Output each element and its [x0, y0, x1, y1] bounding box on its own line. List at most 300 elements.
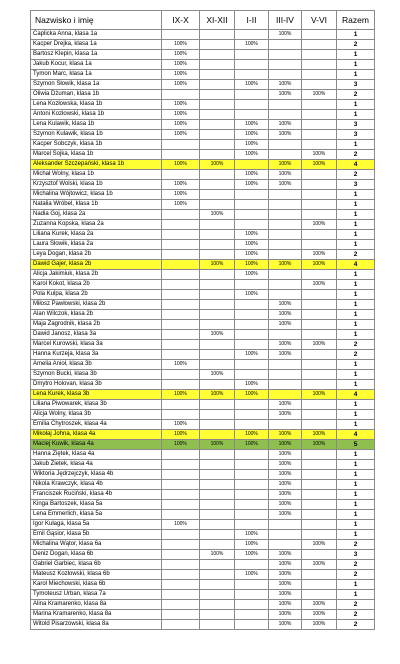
table-row	[31, 30, 375, 40]
student-name: Krzysztof Wolski, klasa 1b	[31, 180, 162, 190]
student-name: Karol Miechowski, klasa 6b	[31, 580, 162, 590]
student-name: Wiktoria Jędrzejczyk, klasa 4b	[31, 470, 162, 480]
score-i-ii	[235, 370, 269, 380]
student-name: Aleksander Szczepański, klasa 1b	[31, 160, 162, 170]
table-row	[31, 540, 375, 550]
score-iii-iv: 100%	[269, 590, 302, 600]
score-i-ii: 100%	[235, 230, 269, 240]
student-name: Laura Słowik, klasa 2a	[31, 240, 162, 250]
student-name: Oliwia Dżuman, klasa 1b	[31, 90, 162, 100]
row-total: 2	[337, 560, 375, 570]
score-v-vi	[302, 50, 337, 60]
score-iii-iv: 100%	[269, 450, 302, 460]
score-xi-xii	[200, 380, 235, 390]
score-iii-iv	[269, 370, 302, 380]
row-total: 1	[337, 300, 375, 310]
student-name: Lena Kulawik, klasa 1b	[31, 120, 162, 130]
row-total: 2	[337, 250, 375, 260]
row-total: 1	[337, 380, 375, 390]
score-xi-xii	[200, 170, 235, 180]
score-iii-iv	[269, 210, 302, 220]
score-v-vi: 100%	[302, 260, 337, 270]
score-v-vi	[302, 70, 337, 80]
row-total: 3	[337, 130, 375, 140]
score-i-ii	[235, 520, 269, 530]
score-v-vi	[302, 400, 337, 410]
student-name: Dawid Gajer, klasa 2b	[31, 260, 162, 270]
score-i-ii	[235, 60, 269, 70]
score-i-ii: 100%	[235, 80, 269, 90]
student-name: Lena Emmerlich, klasa 5a	[31, 510, 162, 520]
score-i-ii: 100%	[235, 530, 269, 540]
score-ix-x	[162, 90, 200, 100]
score-ix-x	[162, 410, 200, 420]
score-ix-x	[162, 290, 200, 300]
score-i-ii: 100%	[235, 260, 269, 270]
score-i-ii: 100%	[235, 380, 269, 390]
score-iii-iv: 100%	[269, 440, 302, 450]
score-i-ii: 100%	[235, 350, 269, 360]
table-row	[31, 300, 375, 310]
score-iii-iv: 100%	[269, 620, 302, 630]
row-total: 1	[337, 530, 375, 540]
score-ix-x	[162, 470, 200, 480]
row-total: 1	[337, 110, 375, 120]
student-name: Alicja Wolny, klasa 3b	[31, 410, 162, 420]
score-ix-x	[162, 140, 200, 150]
score-i-ii	[235, 100, 269, 110]
table-row	[31, 160, 375, 170]
header-i-ii: I-II	[235, 11, 269, 30]
score-xi-xii	[200, 100, 235, 110]
score-v-vi	[302, 130, 337, 140]
row-total: 1	[337, 290, 375, 300]
score-ix-x	[162, 330, 200, 340]
table-row	[31, 480, 375, 490]
score-xi-xii	[200, 590, 235, 600]
student-name: Emilia Chytroszek, klasa 4a	[31, 420, 162, 430]
table-row	[31, 270, 375, 280]
header-name: Nazwisko i imię	[31, 11, 162, 30]
row-total: 1	[337, 100, 375, 110]
row-total: 2	[337, 150, 375, 160]
score-ix-x: 100%	[162, 60, 200, 70]
score-iii-iv: 100%	[269, 170, 302, 180]
score-ix-x	[162, 600, 200, 610]
score-v-vi	[302, 300, 337, 310]
score-xi-xii: 100%	[200, 440, 235, 450]
score-v-vi	[302, 530, 337, 540]
score-xi-xii	[200, 40, 235, 50]
table-row	[31, 340, 375, 350]
score-i-ii	[235, 500, 269, 510]
score-i-ii	[235, 340, 269, 350]
score-v-vi	[302, 500, 337, 510]
score-i-ii: 100%	[235, 120, 269, 130]
table-row	[31, 210, 375, 220]
student-name: Lena Kozłowska, klasa 1b	[31, 100, 162, 110]
row-total: 1	[337, 410, 375, 420]
score-ix-x	[162, 620, 200, 630]
score-v-vi: 100%	[302, 390, 337, 400]
score-i-ii: 100%	[235, 390, 269, 400]
score-iii-iv: 100%	[269, 460, 302, 470]
header-row	[31, 11, 375, 30]
score-v-vi: 100%	[302, 340, 337, 350]
row-total: 2	[337, 90, 375, 100]
score-i-ii	[235, 310, 269, 320]
score-i-ii	[235, 590, 269, 600]
table-row	[31, 310, 375, 320]
score-xi-xii	[200, 280, 235, 290]
student-name: Szymon Bucki, klasa 3b	[31, 370, 162, 380]
row-total: 4	[337, 390, 375, 400]
score-iii-iv: 100%	[269, 130, 302, 140]
score-i-ii	[235, 360, 269, 370]
student-name: Tymoteusz Urban, klasa 7a	[31, 590, 162, 600]
score-iii-iv	[269, 200, 302, 210]
score-xi-xii	[200, 340, 235, 350]
score-v-vi	[302, 380, 337, 390]
row-total: 1	[337, 480, 375, 490]
student-name: Emil Gąsior, klasa 5b	[31, 530, 162, 540]
score-ix-x	[162, 300, 200, 310]
score-xi-xii	[200, 190, 235, 200]
table-row	[31, 360, 375, 370]
table-row	[31, 70, 375, 80]
score-iii-iv	[269, 270, 302, 280]
table-row	[31, 570, 375, 580]
score-xi-xii: 100%	[200, 330, 235, 340]
score-xi-xii: 100%	[200, 160, 235, 170]
score-ix-x: 100%	[162, 520, 200, 530]
score-i-ii	[235, 460, 269, 470]
score-iii-iv: 100%	[269, 180, 302, 190]
row-total: 1	[337, 60, 375, 70]
score-v-vi	[302, 320, 337, 330]
score-v-vi	[302, 80, 337, 90]
score-xi-xii	[200, 400, 235, 410]
score-xi-xii	[200, 610, 235, 620]
score-xi-xii: 100%	[200, 390, 235, 400]
score-iii-iv	[269, 110, 302, 120]
score-ix-x	[162, 280, 200, 290]
score-v-vi	[302, 520, 337, 530]
score-xi-xii	[200, 620, 235, 630]
score-i-ii: 100%	[235, 540, 269, 550]
score-iii-iv: 100%	[269, 260, 302, 270]
score-i-ii: 100%	[235, 170, 269, 180]
score-ix-x	[162, 570, 200, 580]
score-ix-x: 100%	[162, 160, 200, 170]
table-row	[31, 200, 375, 210]
row-total: 1	[337, 230, 375, 240]
score-ix-x	[162, 240, 200, 250]
score-v-vi: 100%	[302, 600, 337, 610]
score-v-vi	[302, 360, 337, 370]
score-v-vi: 100%	[302, 160, 337, 170]
score-xi-xii	[200, 110, 235, 120]
student-name: Kacper Sobczyk, klasa 1b	[31, 140, 162, 150]
score-iii-iv	[269, 140, 302, 150]
student-name: Lena Kurek, klasa 3b	[31, 390, 162, 400]
score-ix-x	[162, 220, 200, 230]
score-xi-xii	[200, 120, 235, 130]
score-ix-x: 100%	[162, 80, 200, 90]
score-ix-x	[162, 350, 200, 360]
student-name: Leya Dogan, klasa 2b	[31, 250, 162, 260]
table-row	[31, 390, 375, 400]
table-row	[31, 60, 375, 70]
table-row	[31, 330, 375, 340]
score-ix-x: 100%	[162, 200, 200, 210]
score-iii-iv: 100%	[269, 30, 302, 40]
score-iii-iv: 100%	[269, 320, 302, 330]
score-xi-xii	[200, 250, 235, 260]
score-iii-iv	[269, 420, 302, 430]
score-iii-iv: 100%	[269, 90, 302, 100]
row-total: 3	[337, 180, 375, 190]
score-v-vi: 100%	[302, 150, 337, 160]
score-ix-x	[162, 340, 200, 350]
row-total: 2	[337, 340, 375, 350]
score-xi-xii: 100%	[200, 260, 235, 270]
table-row	[31, 80, 375, 90]
score-iii-iv	[269, 60, 302, 70]
student-name: Miłosz Pawłowski, klasa 2b	[31, 300, 162, 310]
score-v-vi: 100%	[302, 540, 337, 550]
score-iii-iv	[269, 530, 302, 540]
score-xi-xii	[200, 320, 235, 330]
score-v-vi	[302, 550, 337, 560]
student-name: Jakub Kocur, klasa 1a	[31, 60, 162, 70]
score-iii-iv: 100%	[269, 560, 302, 570]
score-ix-x	[162, 490, 200, 500]
score-ix-x	[162, 170, 200, 180]
score-v-vi	[302, 140, 337, 150]
score-ix-x	[162, 230, 200, 240]
score-v-vi	[302, 420, 337, 430]
score-iii-iv	[269, 70, 302, 80]
table-row	[31, 460, 375, 470]
score-xi-xii: 100%	[200, 210, 235, 220]
row-total: 1	[337, 320, 375, 330]
row-total: 1	[337, 520, 375, 530]
student-name: Caplicka Anna, klasa 1a	[31, 30, 162, 40]
student-name: Jakub Zietek, klasa 4a	[31, 460, 162, 470]
score-i-ii: 100%	[235, 180, 269, 190]
score-ix-x: 100%	[162, 70, 200, 80]
score-i-ii: 100%	[235, 250, 269, 260]
table-row	[31, 590, 375, 600]
table-row	[31, 430, 375, 440]
table-row	[31, 610, 375, 620]
score-iii-iv: 100%	[269, 300, 302, 310]
score-xi-xii	[200, 480, 235, 490]
student-name: Michał Wolny, klasa 1b	[31, 170, 162, 180]
score-iii-iv: 100%	[269, 480, 302, 490]
header-xi-xii: XI-XII	[200, 11, 235, 30]
row-total: 1	[337, 70, 375, 80]
score-xi-xii	[200, 540, 235, 550]
score-xi-xii	[200, 430, 235, 440]
table-row	[31, 600, 375, 610]
score-v-vi: 100%	[302, 250, 337, 260]
row-total: 1	[337, 310, 375, 320]
table-row	[31, 170, 375, 180]
student-name: Liliana Kurek, klasa 2a	[31, 230, 162, 240]
score-xi-xii	[200, 450, 235, 460]
table-row	[31, 50, 375, 60]
score-i-ii	[235, 560, 269, 570]
score-iii-iv: 100%	[269, 490, 302, 500]
row-total: 2	[337, 620, 375, 630]
score-ix-x	[162, 610, 200, 620]
score-xi-xii	[200, 70, 235, 80]
score-ix-x: 100%	[162, 440, 200, 450]
score-ix-x: 100%	[162, 120, 200, 130]
score-ix-x: 100%	[162, 430, 200, 440]
score-xi-xii	[200, 470, 235, 480]
row-total: 1	[337, 50, 375, 60]
student-name: Hanna Kurzeja, klasa 3a	[31, 350, 162, 360]
score-iii-iv	[269, 150, 302, 160]
score-iii-iv	[269, 230, 302, 240]
table-row	[31, 450, 375, 460]
score-xi-xii	[200, 30, 235, 40]
table-row	[31, 190, 375, 200]
table-row	[31, 400, 375, 410]
student-name: Nadia Goj, klasa 2a	[31, 210, 162, 220]
row-total: 1	[337, 240, 375, 250]
score-ix-x	[162, 590, 200, 600]
score-ix-x	[162, 400, 200, 410]
score-v-vi: 100%	[302, 220, 337, 230]
row-total: 1	[337, 450, 375, 460]
table-row	[31, 220, 375, 230]
score-v-vi	[302, 410, 337, 420]
score-v-vi	[302, 480, 337, 490]
table-row	[31, 560, 375, 570]
score-xi-xii	[200, 460, 235, 470]
header-v-vi: V-VI	[302, 11, 337, 30]
score-ix-x	[162, 560, 200, 570]
student-name: Liliana Piwowarek, klasa 3b	[31, 400, 162, 410]
row-total: 1	[337, 460, 375, 470]
score-iii-iv	[269, 100, 302, 110]
table-row	[31, 320, 375, 330]
score-iii-iv: 100%	[269, 160, 302, 170]
score-iii-iv	[269, 250, 302, 260]
row-total: 3	[337, 120, 375, 130]
table-row	[31, 370, 375, 380]
score-v-vi	[302, 30, 337, 40]
score-ix-x	[162, 450, 200, 460]
row-total: 1	[337, 490, 375, 500]
score-xi-xii	[200, 300, 235, 310]
score-ix-x	[162, 150, 200, 160]
student-name: Alicja Jakimiuk, klasa 2b	[31, 270, 162, 280]
score-iii-iv	[269, 330, 302, 340]
score-ix-x	[162, 500, 200, 510]
score-xi-xii	[200, 140, 235, 150]
row-total: 1	[337, 30, 375, 40]
student-name: Alina Kramarenko, klasa 8a	[31, 600, 162, 610]
score-i-ii: 100%	[235, 290, 269, 300]
row-total: 2	[337, 570, 375, 580]
header-iii-iv: III-IV	[269, 11, 302, 30]
row-total: 2	[337, 610, 375, 620]
score-i-ii: 100%	[235, 40, 269, 50]
score-v-vi	[302, 40, 337, 50]
score-xi-xii	[200, 80, 235, 90]
student-name: Kinga Bartoszek, klasa 5a	[31, 500, 162, 510]
table-row	[31, 470, 375, 480]
score-xi-xii	[200, 150, 235, 160]
score-ix-x	[162, 530, 200, 540]
score-v-vi	[302, 330, 337, 340]
score-xi-xii	[200, 530, 235, 540]
table-row	[31, 290, 375, 300]
student-name: Pola Kulpa, klasa 2b	[31, 290, 162, 300]
score-i-ii	[235, 610, 269, 620]
row-total: 1	[337, 580, 375, 590]
score-i-ii	[235, 300, 269, 310]
student-name: Maja Zagrodnik, klasa 2b	[31, 320, 162, 330]
row-total: 1	[337, 280, 375, 290]
student-name: Nikola Krawczyk, klasa 4b	[31, 480, 162, 490]
table-body	[31, 30, 375, 630]
score-ix-x: 100%	[162, 110, 200, 120]
score-xi-xii	[200, 500, 235, 510]
score-iii-iv: 100%	[269, 410, 302, 420]
row-total: 1	[337, 210, 375, 220]
score-i-ii: 100%	[235, 550, 269, 560]
row-total: 3	[337, 80, 375, 90]
row-total: 3	[337, 550, 375, 560]
score-i-ii	[235, 470, 269, 480]
table-row	[31, 550, 375, 560]
student-name: Amelia Anioł, klasa 3b	[31, 360, 162, 370]
row-total: 1	[337, 500, 375, 510]
score-i-ii: 100%	[235, 570, 269, 580]
score-i-ii: 100%	[235, 440, 269, 450]
table-row	[31, 120, 375, 130]
score-ix-x	[162, 580, 200, 590]
score-iii-iv	[269, 290, 302, 300]
score-v-vi	[302, 490, 337, 500]
score-iii-iv: 100%	[269, 400, 302, 410]
student-name: Szymon Słowik, klasa 1a	[31, 80, 162, 90]
row-total: 2	[337, 540, 375, 550]
score-xi-xii	[200, 270, 235, 280]
score-ix-x	[162, 460, 200, 470]
score-i-ii	[235, 110, 269, 120]
score-iii-iv: 100%	[269, 430, 302, 440]
score-xi-xii	[200, 410, 235, 420]
score-i-ii	[235, 400, 269, 410]
table-row	[31, 580, 375, 590]
row-total: 1	[337, 330, 375, 340]
student-name: Kacper Drejka, klasa 1a	[31, 40, 162, 50]
student-name: Dmytro Holovan, klasa 3b	[31, 380, 162, 390]
score-iii-iv: 100%	[269, 550, 302, 560]
row-total: 1	[337, 470, 375, 480]
score-iii-iv: 100%	[269, 470, 302, 480]
row-total: 1	[337, 360, 375, 370]
score-xi-xii	[200, 50, 235, 60]
score-ix-x: 100%	[162, 390, 200, 400]
